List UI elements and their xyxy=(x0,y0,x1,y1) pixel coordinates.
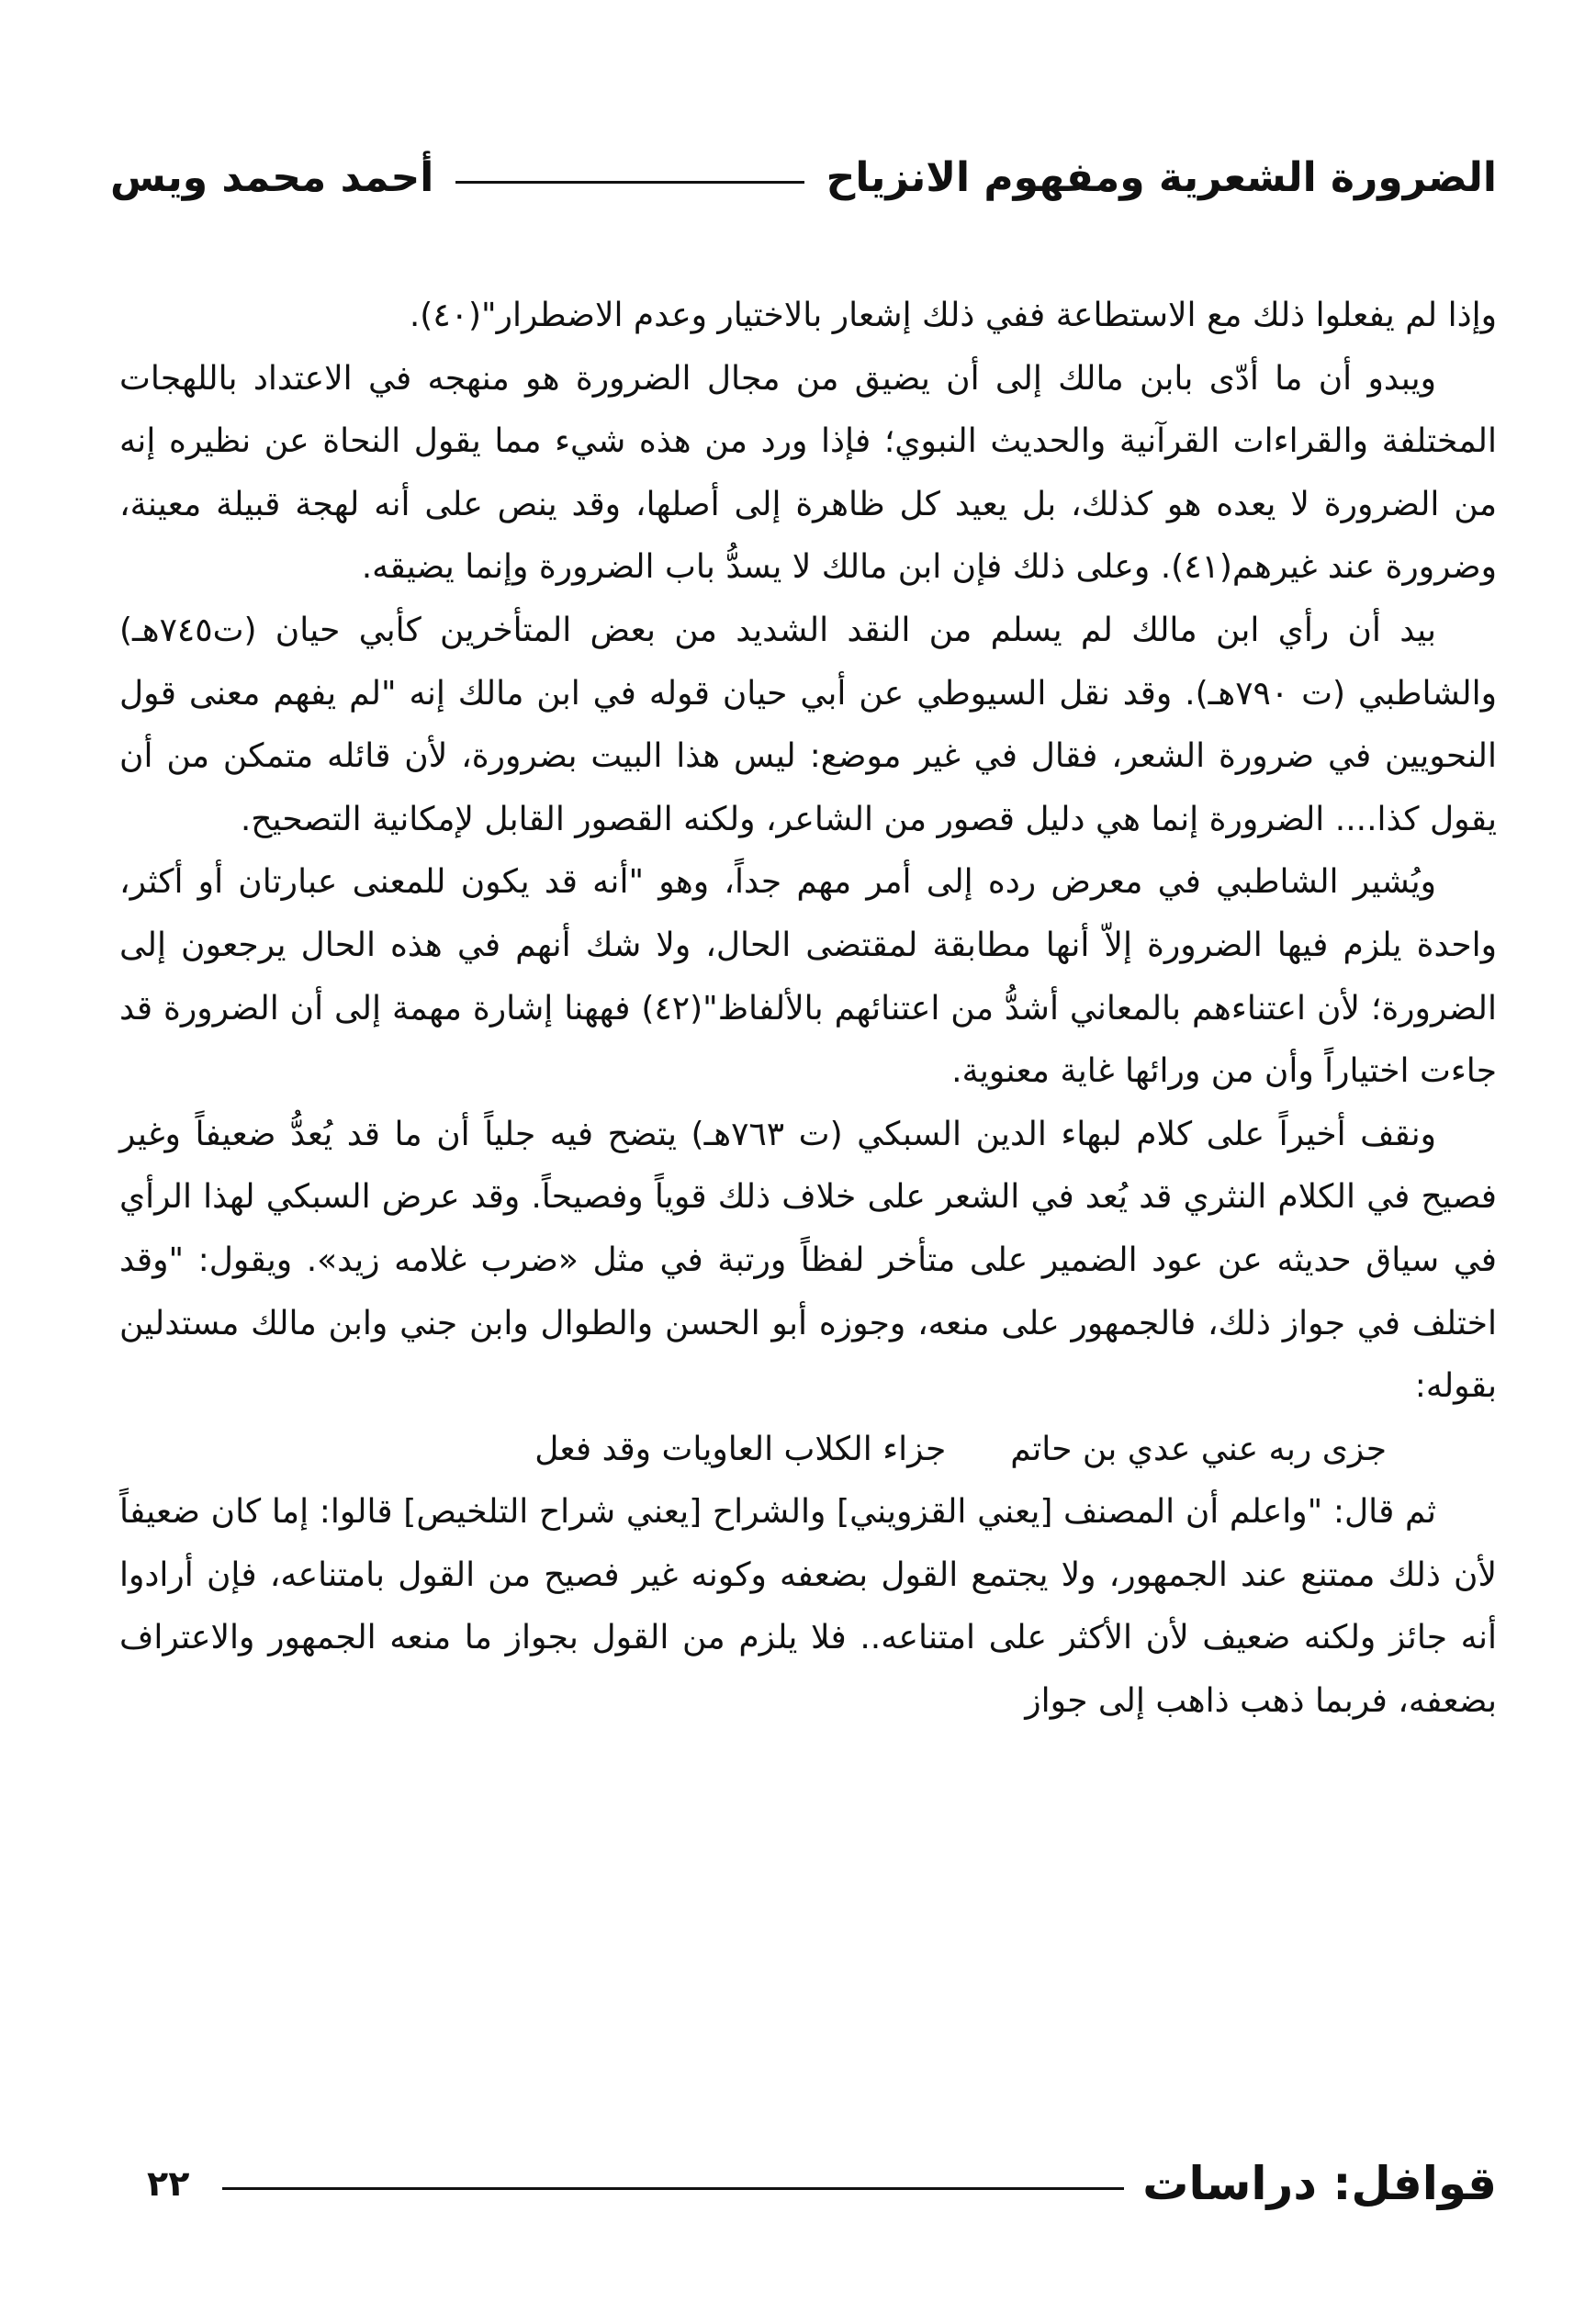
page-header xyxy=(110,145,1497,209)
header-divider xyxy=(455,181,804,184)
article-body xyxy=(119,285,1497,1734)
paragraph-2: ويبدو أن ما أدّى بابن مالك إلى أن يضيق من مجال الضرورة هو منهجه في الاعتداد باللهجات المختلفة والقراءات القرآنية والحديث النبوي؛ فإذا ورد من هذه شيء مما يقول النحاة عن نظيره إنه من الضرورة لا يعده هو كذلك، بل يعيد كل ظاهرة إلى أصلها، وقد ينص على أنه لهجة قبيلة معينة، وضرورة عند غيرهم(٤١). وعلى ذلك فإن ابن مالك لا يسدُّ باب الضرورة وإنما يضيقه. xyxy=(119,359,1497,587)
header-title: الضرورة الشعرية ومفهوم الانزياح xyxy=(826,153,1497,201)
poetry-verse xyxy=(119,1419,1497,1482)
paragraph-5: ونقف أخيراً على كلام لبهاء الدين السبكي (ت ٧٦٣هـ) يتضح فيه جلياً أن ما قد يُعدُّ ضعيفاً وغير فصيح في الكلام النثري قد يُعد في الشعر على خلاف ذلك قوياً وفصيحاً. وقد عرض السبكي لهذا الرأي في سياق حديثه عن عود الضمير على متأخر لفظاً ورتبة في مثل «ضرب غلامه زيد». ويقول: "وقد اختلف في جواز ذلك، فالجمهور على منعه، وجوزه أبو الحسن والطوال وابن جني وابن مالك مستدلين بقوله: xyxy=(119,1115,1497,1406)
paragraph-4: ويُشير الشاطبي في معرض رده إلى أمر مهم جداً، وهو "أنه قد يكون للمعنى عبارتان أو أكثر، واحدة يلزم فيها الضرورة إلاّ أنها مطابقة لمقتضى الحال، ولا شك أنهم في هذه الحال يرجعون إلى الضرورة؛ لأن اعتناءهم بالمعاني أشدُّ من اعتنائهم بالألفاظ"(٤٢) فههنا إشارة مهمة إلى أن الضرورة قد جاءت اختياراً وأن من ورائها غاية معنوية. xyxy=(119,863,1497,1091)
footer-divider xyxy=(222,2187,1124,2190)
verse-second-hemistich: جزاء الكلاب العاويات وقد فعل xyxy=(534,1430,947,1468)
verse-first-hemistich: جزى ربه عني عدي بن حاتم xyxy=(1010,1430,1387,1468)
paragraph-1: وإذا لم يفعلوا ذلك مع الاستطاعة ففي ذلك إشعار بالاختيار وعدم الاضطرار"(٤٠). xyxy=(409,297,1497,334)
journal-name: قوافل: دراسات xyxy=(1142,2157,1497,2210)
page-number: ٢٢ xyxy=(147,2163,190,2204)
page-footer xyxy=(147,2151,1497,2216)
paragraph-6: ثم قال: "واعلم أن المصنف [يعني القزويني] والشراح [يعني شراح التلخيص] قالوا: إما كان ضعيفاً لأن ذلك ممتنع عند الجمهور، ولا يجتمع القول بضعفه وكونه غير فصيح من القول بامتناعه، فإن أرادوا أنه جائز ولكنه ضعيف لأن الأكثر على امتناعه.. فلا يلزم من القول بجواز ما منعه الجمهور والاعتراف بضعفه، فربما ذهب ذاهب إلى جواز xyxy=(119,1493,1497,1721)
paragraph-3: بيد أن رأي ابن مالك لم يسلم من النقد الشديد من بعض المتأخرين كأبي حيان (ت٧٤٥هـ) والشاطبي (ت ٧٩٠هـ). وقد نقل السيوطي عن أبي حيان قوله في ابن مالك إنه "لم يفهم معنى قول النحويين في ضرورة الشعر، فقال في غير موضع: ليس هذا البيت بضرورة، لأن قائله متمكن من أن يقول كذا.... الضرورة إنما هي دليل قصور من الشاعر، ولكنه القصور القابل لإمكانية التصحيح. xyxy=(119,611,1497,838)
header-author: أحمد محمد ويس xyxy=(110,153,434,201)
